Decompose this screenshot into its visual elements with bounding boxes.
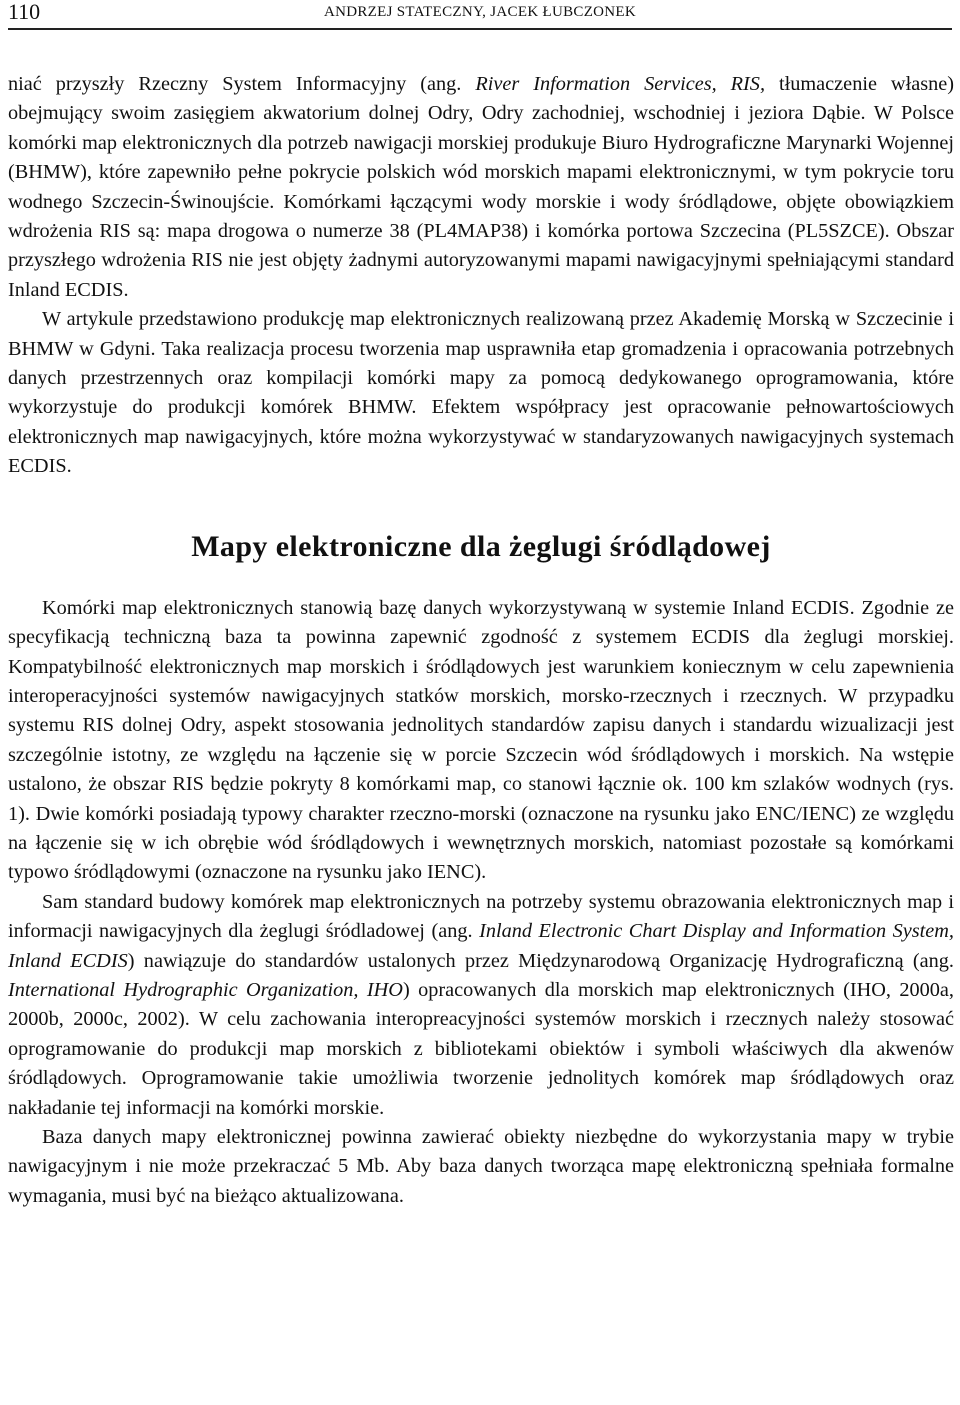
paragraph xyxy=(8,70,954,305)
text-run: ) opracowanych dla morskich map elektronicznych (IHO, 2000a, 2000b, 2000c, 2002). W celu zachowania interopreacyjności systemów morskich i rzecznych należy stosować oprogramowanie do produkcji map morskich z bibliotekami obiektów i symboli właściwych dla akwenów śródlądowych. Oprogramowanie takie umożliwia tworzenie jednolitych komórek map śródlądowych oraz nakładanie tej informacji na komórki morskie. xyxy=(8,978,954,1119)
section-heading: Mapy elektroniczne dla żeglugi śródlądowej xyxy=(191,529,771,563)
article-body xyxy=(8,70,954,1211)
text-run: Zgodnie ze specyfikacją techniczną baza ta powinna zapewnić zgodność z systemem ECDIS dla żeglugi morskiej. Kompatybilność elektronicznych map morskich i śródlądowych jest warunkiem koniecznym w celu zapewnienia interoperacyjności systemów nawigacyjnych statków morskich, morsko-rzecznych i rzecznych. W przypadku systemu RIS dolnej Odry, aspekt stosowania jednolitych standardów zapisu danych i standardu wizualizacji jest szczególnie istotny, ze względu na łączenie się w porcie Szczecin wód śródlądowych i morskich. Na wstępie ustalono, że obszar RIS będzie pokryty 8 komórkami map, co stanowi łącznie ok. 100 km szlaków wodnych (rys. 1). Dwie komórki posiadają typowy charakter rzeczno-morski (oznaczone na rysunku jako ENC/IENC) ze względu na łączenie się w ich obrębie wód śródlądowych i wewnętrznych morskich, natomiast pozostałe są komórkami typowo śródlądowymi (oznaczone na rysunku jako IENC). xyxy=(8,596,954,884)
text-run: tłumaczenie własne) obejmujący swoim zasięgiem akwatorium dolnej Odry, Odry zachodniej, wschodniej i jeziora Dąbie. W Polsce komórki map elektronicznych dla potrzeb nawigacji morskiej produkuje Biuro Hydrograficzne Marynarki Wojennej (BHMW), które zapewniło pełne pokrycie polskich wód morskich mapami elektronicznymi, w tym pokrycie toru wodnego Szczecin-Świnoujście. xyxy=(8,73,955,213)
text-run: Komórki map elektronicznych stanowią bazę danych wykorzystywaną w systemie Inland ECDIS. xyxy=(42,596,855,619)
text-run: Komórkami łączącymi wody morskie i wody śródlądowe, objęte obowiązkiem wdrożenia RIS są: mapa drogowa o numerze 38 (PL4MAP38) i komórka portowa Szczecina (PL5SZCE). Obszar przyszłego wdrożenia RIS nie jest objęty żadnymi autoryzowanymi mapami nawigacyjnymi spełniającymi standard Inland ECDIS. xyxy=(8,190,954,301)
running-head: ANDRZEJ STATECZNY, JACEK ŁUBCZONEK xyxy=(323,4,637,20)
text-run: ) nawiązuje do standardów ustalonych przez Międzynarodową Organizację Hydrograficzną (ang. xyxy=(127,949,954,972)
italic-term: Inland Electronic Chart Display and Information System, Inland ECDIS xyxy=(8,920,955,972)
text-run: Sam standard budowy komórek map elektronicznych na potrzeby systemu obrazowania elektronicznych map i informacji nawigacyjnych dla żeglugi śródladowej (ang. xyxy=(8,890,954,943)
text-run: niać przyszły Rzeczny System Informacyjny (ang. xyxy=(8,73,476,95)
paragraph: W artykule przedstawiono produkcję map elektronicznych realizowaną przez Akademię Morską w Szczecinie i BHMW w Gdyni. Taka realizacja procesu tworzenia map usprawniła etap gromadzenia i opracowania potrzebnych danych przestrzennych oraz kompilacji komórki mapy za pomocą dedykowanego oprogramowania, które wykorzystuje do produkcji komórek BHMW. Efektem współpracy jest opracowanie pełnowartościowych elektronicznych map nawigacyjnych, które można wykorzystywać w standaryzowanych nawigacyjnych systemach ECDIS. xyxy=(8,308,954,478)
italic-term: River Information Services, RIS, xyxy=(475,73,766,95)
italic-term: International Hydrographic Organization, IHO xyxy=(8,978,403,1001)
page-number: 110 xyxy=(8,0,41,24)
paragraph: Baza danych mapy elektronicznej powinna zawierać obiekty niezbędne do wykorzystania mapy w trybie nawigacyjnym i nie może przekraczać 5 Mb. Aby baza danych tworząca mapę elektroniczną spełniała formalne wymagania, musi być na bieżąco aktualizowana. xyxy=(8,1126,954,1207)
page-header xyxy=(8,0,952,30)
paragraph xyxy=(8,594,954,888)
paragraph xyxy=(8,888,954,1123)
